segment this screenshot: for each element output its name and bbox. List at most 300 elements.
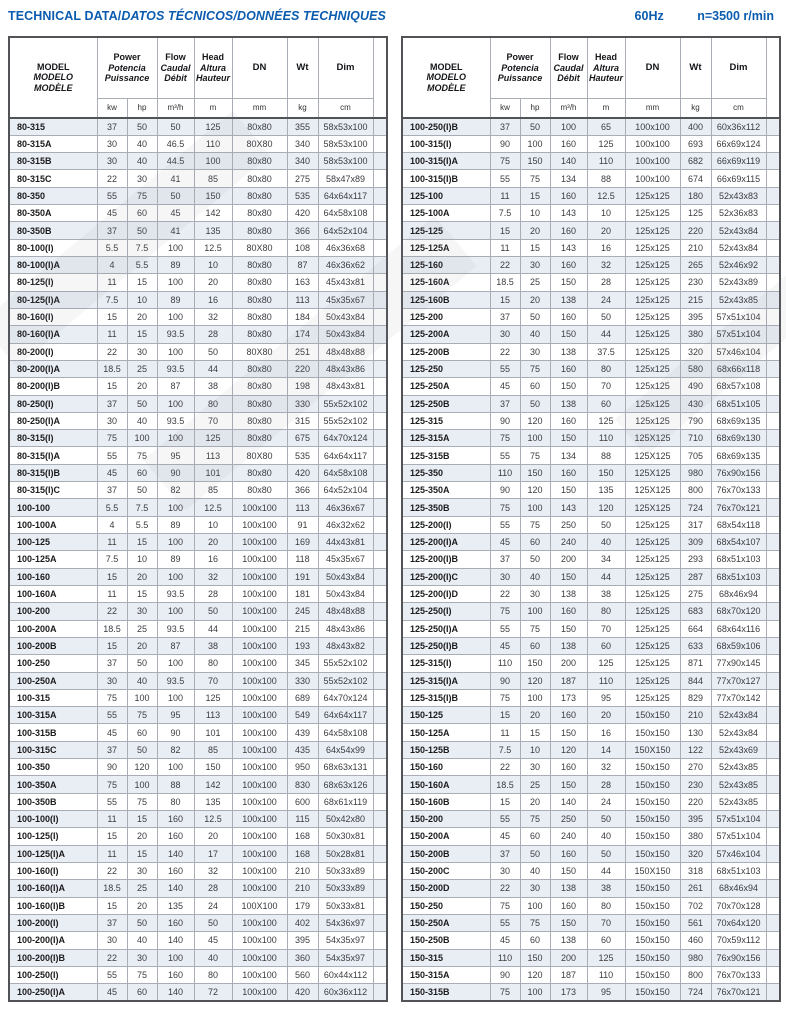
value-cell: 150 (550, 430, 587, 447)
spacer-cell (373, 793, 387, 810)
value-cell: 100x100 (232, 966, 287, 983)
value-cell: 10 (127, 291, 157, 308)
spacer-cell (373, 862, 387, 879)
table-row (9, 776, 387, 793)
table-row (402, 724, 780, 741)
value-cell: 40 (127, 135, 157, 152)
value-cell: 70 (194, 412, 232, 429)
value-cell: 125x125 (625, 360, 680, 377)
value-cell: 75 (127, 707, 157, 724)
model-cell: 100-160A (9, 585, 97, 602)
value-cell: 395 (680, 308, 711, 325)
page-title-translations: DATOS TÉCNICOS/DONNÉES TECHNIQUES (121, 9, 386, 23)
value-cell: 64x64x117 (318, 447, 373, 464)
spacer-cell (373, 291, 387, 308)
model-cell: 100-315 (9, 689, 97, 706)
value-cell: 150x150 (625, 984, 680, 1001)
value-cell: 100 (127, 776, 157, 793)
table-row (9, 603, 387, 620)
table-row (9, 793, 387, 810)
value-cell: 633 (680, 637, 711, 654)
table-row (402, 274, 780, 291)
value-cell: 160 (550, 707, 587, 724)
value-cell: 142 (194, 776, 232, 793)
col-header-power (490, 37, 550, 98)
model-cell: 125-125A (402, 239, 490, 256)
table-row (402, 257, 780, 274)
spacer-cell (373, 516, 387, 533)
value-cell: 65 (587, 118, 625, 135)
value-cell: 125X125 (625, 430, 680, 447)
value-cell: 16 (587, 724, 625, 741)
model-cell: 100-250A (9, 672, 97, 689)
value-cell: 50 (587, 845, 625, 862)
spacer-cell (766, 984, 780, 1001)
table-row (9, 187, 387, 204)
value-cell: 125x125 (625, 585, 680, 602)
table-row (402, 897, 780, 914)
value-cell: 93.5 (157, 360, 194, 377)
right-data-table (401, 36, 781, 1002)
value-cell: 100x100 (232, 689, 287, 706)
spacer-cell (373, 499, 387, 516)
table-row (402, 187, 780, 204)
value-cell: 10 (194, 257, 232, 274)
value-cell: 46x36x67 (318, 499, 373, 516)
value-cell: 22 (490, 343, 520, 360)
value-cell: 30 (520, 257, 550, 274)
table-row (9, 170, 387, 187)
value-cell: 38 (194, 378, 232, 395)
model-cell: 100-100 (9, 499, 97, 516)
value-cell: 55 (490, 447, 520, 464)
page-title (8, 9, 386, 23)
value-cell: 76x90x156 (711, 949, 766, 966)
value-cell: 210 (287, 862, 318, 879)
value-cell: 75 (490, 689, 520, 706)
spacer-cell (373, 239, 387, 256)
table-row (402, 568, 780, 585)
value-cell: 120 (520, 412, 550, 429)
spacer-cell (766, 516, 780, 533)
value-cell: 55 (490, 170, 520, 187)
value-cell: 89 (157, 257, 194, 274)
model-cell: 125-160 (402, 257, 490, 274)
value-cell: 7.5 (490, 741, 520, 758)
value-cell: 125x125 (625, 637, 680, 654)
value-cell: 150x150 (625, 811, 680, 828)
value-cell: 20 (127, 897, 157, 914)
value-cell: 435 (287, 741, 318, 758)
value-cell: 37 (97, 741, 127, 758)
model-cell: 125-315 (402, 412, 490, 429)
value-cell: 50x43x84 (318, 585, 373, 602)
model-cell: 125-315(I) (402, 655, 490, 672)
value-cell: 93.5 (157, 620, 194, 637)
value-cell: 118 (287, 551, 318, 568)
value-cell: 22 (97, 170, 127, 187)
spacer-cell (766, 153, 780, 170)
value-cell: 28 (194, 880, 232, 897)
value-cell: 135 (587, 482, 625, 499)
spacer-cell (766, 845, 780, 862)
value-cell: 22 (490, 759, 520, 776)
page-header (0, 0, 786, 23)
model-cell: 125-200 (402, 308, 490, 325)
value-cell: 120 (520, 672, 550, 689)
value-cell: 125X125 (625, 447, 680, 464)
value-cell: 120 (550, 741, 587, 758)
value-cell: 52x43x85 (711, 793, 766, 810)
value-cell: 210 (287, 880, 318, 897)
value-cell: 191 (287, 568, 318, 585)
value-cell: 240 (550, 828, 587, 845)
value-cell: 75 (490, 603, 520, 620)
spacer-cell (766, 447, 780, 464)
spacer-cell (766, 205, 780, 222)
value-cell: 80x80 (232, 378, 287, 395)
spacer-cell (766, 620, 780, 637)
value-cell: 30 (520, 880, 550, 897)
value-cell: 64x58x108 (318, 205, 373, 222)
value-cell: 844 (680, 672, 711, 689)
value-cell: 125x125 (625, 187, 680, 204)
value-cell: 10 (520, 205, 550, 222)
value-cell: 18.5 (490, 274, 520, 291)
value-cell: 52x36x83 (711, 205, 766, 222)
value-cell: 250 (550, 516, 587, 533)
value-cell: 45 (490, 637, 520, 654)
value-cell: 44 (194, 360, 232, 377)
value-cell: 15 (97, 568, 127, 585)
value-cell: 15 (520, 724, 550, 741)
value-cell: 75 (490, 897, 520, 914)
spacer-cell (766, 170, 780, 187)
value-cell: 50x33x89 (318, 880, 373, 897)
value-cell: 45x43x81 (318, 274, 373, 291)
value-cell: 48x43x86 (318, 360, 373, 377)
value-cell: 82 (157, 741, 194, 758)
value-cell: 80x80 (232, 308, 287, 325)
value-cell: 58x53x100 (318, 153, 373, 170)
table-row (402, 759, 780, 776)
value-cell: 15 (127, 845, 157, 862)
value-cell: 76x70x121 (711, 499, 766, 516)
value-cell: 125 (587, 412, 625, 429)
value-cell: 50 (157, 187, 194, 204)
model-cell: 150-200 (402, 811, 490, 828)
model-cell: 125-200(I)B (402, 551, 490, 568)
value-cell: 110 (587, 966, 625, 983)
value-cell: 77x90x145 (711, 655, 766, 672)
page-title-en: TECHNICAL DATA/ (8, 9, 122, 23)
value-cell: 100 (127, 430, 157, 447)
table-row (402, 153, 780, 170)
value-cell: 60 (587, 932, 625, 949)
value-cell: 16 (194, 551, 232, 568)
value-cell: 251 (287, 343, 318, 360)
model-cell: 100-250 (9, 655, 97, 672)
model-cell: 125-250(I)B (402, 637, 490, 654)
table-row (402, 395, 780, 412)
spacer-cell (766, 689, 780, 706)
value-cell: 871 (680, 655, 711, 672)
value-cell: 100 (157, 655, 194, 672)
value-cell: 689 (287, 689, 318, 706)
header-line: Head (201, 52, 224, 62)
value-cell: 55x52x102 (318, 412, 373, 429)
value-cell: 230 (680, 776, 711, 793)
value-cell: 50x28x81 (318, 845, 373, 862)
value-cell: 60 (520, 932, 550, 949)
value-cell: 20 (194, 274, 232, 291)
value-cell: 100 (157, 759, 194, 776)
spacer-cell (373, 308, 387, 325)
model-cell: 125-250A (402, 378, 490, 395)
value-cell: 980 (680, 464, 711, 481)
value-cell: 140 (157, 845, 194, 862)
value-cell: 150x150 (625, 966, 680, 983)
model-cell: 150-160 (402, 759, 490, 776)
value-cell: 420 (287, 464, 318, 481)
value-cell: 89 (157, 291, 194, 308)
value-cell: 366 (287, 222, 318, 239)
value-cell: 76x70x121 (711, 984, 766, 1001)
table-row (9, 741, 387, 758)
model-cell: 125-315A (402, 430, 490, 447)
table-row (402, 343, 780, 360)
value-cell: 12.5 (194, 239, 232, 256)
value-cell: 261 (680, 880, 711, 897)
model-cell: 100-125(I)A (9, 845, 97, 862)
value-cell: 125 (680, 205, 711, 222)
operating-specs (635, 9, 774, 23)
model-cell: 100-125(I) (9, 828, 97, 845)
value-cell: 37 (97, 395, 127, 412)
value-cell: 125x125 (625, 568, 680, 585)
value-cell: 100 (520, 135, 550, 152)
value-cell: 4 (97, 257, 127, 274)
value-cell: 44x43x81 (318, 534, 373, 551)
value-cell: 125 (587, 655, 625, 672)
header-row (9, 37, 387, 98)
value-cell: 135 (194, 793, 232, 810)
value-cell: 30 (490, 568, 520, 585)
value-cell: 4 (97, 516, 127, 533)
spacer-cell (766, 707, 780, 724)
table-row (402, 932, 780, 949)
table-row (9, 257, 387, 274)
value-cell: 20 (587, 707, 625, 724)
unit-dim: cm (318, 98, 373, 118)
header-line: Puissance (104, 73, 150, 83)
value-cell: 44 (194, 620, 232, 637)
unit-kw: kw (97, 98, 127, 118)
value-cell: 100x100 (625, 170, 680, 187)
value-cell: 210 (680, 707, 711, 724)
value-cell: 50 (127, 222, 157, 239)
value-cell: 160 (550, 845, 587, 862)
table-row (9, 447, 387, 464)
value-cell: 16 (194, 291, 232, 308)
value-cell: 395 (287, 932, 318, 949)
value-cell: 64x70x124 (318, 430, 373, 447)
model-cell: 80-250(I) (9, 395, 97, 412)
value-cell: 125x125 (625, 551, 680, 568)
spacer-cell (766, 585, 780, 602)
value-cell: 45 (97, 464, 127, 481)
spacer-cell (766, 914, 780, 931)
value-cell: 143 (550, 499, 587, 516)
value-cell: 150 (550, 378, 587, 395)
value-cell: 16 (587, 239, 625, 256)
value-cell: 693 (680, 135, 711, 152)
spacer-cell (766, 482, 780, 499)
value-cell: 439 (287, 724, 318, 741)
value-cell: 76x70x133 (711, 966, 766, 983)
value-cell: 18.5 (97, 360, 127, 377)
value-cell: 76x70x133 (711, 482, 766, 499)
value-cell: 68x64x116 (711, 620, 766, 637)
header-line: MODELO (33, 72, 73, 83)
value-cell: 100x100 (232, 534, 287, 551)
spacer-cell (373, 326, 387, 343)
model-cell: 80-315(I)C (9, 482, 97, 499)
spacer-cell (766, 724, 780, 741)
header-line: Head (594, 52, 617, 62)
model-cell: 125-160A (402, 274, 490, 291)
model-cell: 125-200(I)C (402, 568, 490, 585)
value-cell: 80X80 (232, 135, 287, 152)
value-cell: 150 (587, 464, 625, 481)
value-cell: 85 (194, 741, 232, 758)
value-cell: 100 (520, 689, 550, 706)
value-cell: 66x69x124 (711, 135, 766, 152)
value-cell: 50 (127, 655, 157, 672)
value-cell: 100x100 (232, 707, 287, 724)
value-cell: 125x125 (625, 395, 680, 412)
table-row (402, 516, 780, 533)
spacer-cell (766, 464, 780, 481)
value-cell: 44 (587, 326, 625, 343)
value-cell: 60 (127, 984, 157, 1001)
value-cell: 68x63x131 (318, 759, 373, 776)
model-cell: 80-200(I)A (9, 360, 97, 377)
value-cell: 75 (97, 430, 127, 447)
table-row (402, 482, 780, 499)
model-cell: 80-315C (9, 170, 97, 187)
table-row (9, 724, 387, 741)
value-cell: 55 (490, 811, 520, 828)
spacer-cell (373, 603, 387, 620)
value-cell: 28 (194, 585, 232, 602)
value-cell: 18.5 (97, 620, 127, 637)
value-cell: 58x53x100 (318, 135, 373, 152)
value-cell: 60 (587, 395, 625, 412)
value-cell: 380 (680, 326, 711, 343)
value-cell: 46.5 (157, 135, 194, 152)
spacer-cell (373, 430, 387, 447)
value-cell: 101 (194, 464, 232, 481)
table-row (9, 464, 387, 481)
value-cell: 95 (587, 689, 625, 706)
value-cell: 5.5 (127, 257, 157, 274)
value-cell: 7.5 (490, 205, 520, 222)
value-cell: 270 (680, 759, 711, 776)
value-cell: 125x125 (625, 343, 680, 360)
speed-value: n=3500 r/min (697, 9, 774, 23)
value-cell: 10 (587, 205, 625, 222)
table-row (402, 222, 780, 239)
value-cell: 113 (287, 499, 318, 516)
value-cell: 20 (127, 378, 157, 395)
model-cell: 100-350A (9, 776, 97, 793)
value-cell: 160 (550, 257, 587, 274)
value-cell: 75 (127, 187, 157, 204)
value-cell: 160 (550, 135, 587, 152)
value-cell: 45 (97, 984, 127, 1001)
value-cell: 20 (194, 828, 232, 845)
value-cell: 100 (157, 343, 194, 360)
model-cell: 80-125(I) (9, 274, 97, 291)
value-cell: 215 (287, 620, 318, 637)
model-cell: 125-315(I)A (402, 672, 490, 689)
value-cell: 135 (194, 222, 232, 239)
value-cell: 80X80 (232, 343, 287, 360)
value-cell: 68x51x103 (711, 568, 766, 585)
value-cell: 57x46x104 (711, 343, 766, 360)
value-cell: 50 (194, 343, 232, 360)
table-row (402, 793, 780, 810)
header-line: Débit (164, 73, 187, 83)
spacer-cell (766, 932, 780, 949)
value-cell: 309 (680, 534, 711, 551)
value-cell: 184 (287, 308, 318, 325)
value-cell: 41 (157, 222, 194, 239)
value-cell: 15 (520, 239, 550, 256)
spacer-cell (766, 118, 780, 135)
value-cell: 101 (194, 724, 232, 741)
value-cell: 46x32x62 (318, 516, 373, 533)
value-cell: 230 (680, 274, 711, 291)
value-cell: 600 (287, 793, 318, 810)
header-line: Power (113, 52, 141, 62)
value-cell: 50x30x81 (318, 828, 373, 845)
value-cell: 150 (194, 187, 232, 204)
value-cell: 80 (157, 793, 194, 810)
value-cell: 100x100 (625, 135, 680, 152)
value-cell: 100x100 (232, 949, 287, 966)
model-cell: 125-200(I)D (402, 585, 490, 602)
value-cell: 75 (97, 776, 127, 793)
value-cell: 173 (550, 689, 587, 706)
value-cell: 70x70x128 (711, 897, 766, 914)
spacer-cell (373, 932, 387, 949)
value-cell: 100x100 (232, 811, 287, 828)
value-cell: 66x69x115 (711, 170, 766, 187)
spacer-cell (373, 153, 387, 170)
value-cell: 12.5 (194, 811, 232, 828)
value-cell: 60 (127, 205, 157, 222)
value-cell: 87 (157, 378, 194, 395)
value-cell: 150x150 (625, 880, 680, 897)
unit-hp: hp (520, 98, 550, 118)
value-cell: 32 (194, 308, 232, 325)
value-cell: 125 (194, 118, 232, 135)
value-cell: 68x69x135 (711, 447, 766, 464)
value-cell: 64x64x117 (318, 707, 373, 724)
value-cell: 265 (680, 257, 711, 274)
